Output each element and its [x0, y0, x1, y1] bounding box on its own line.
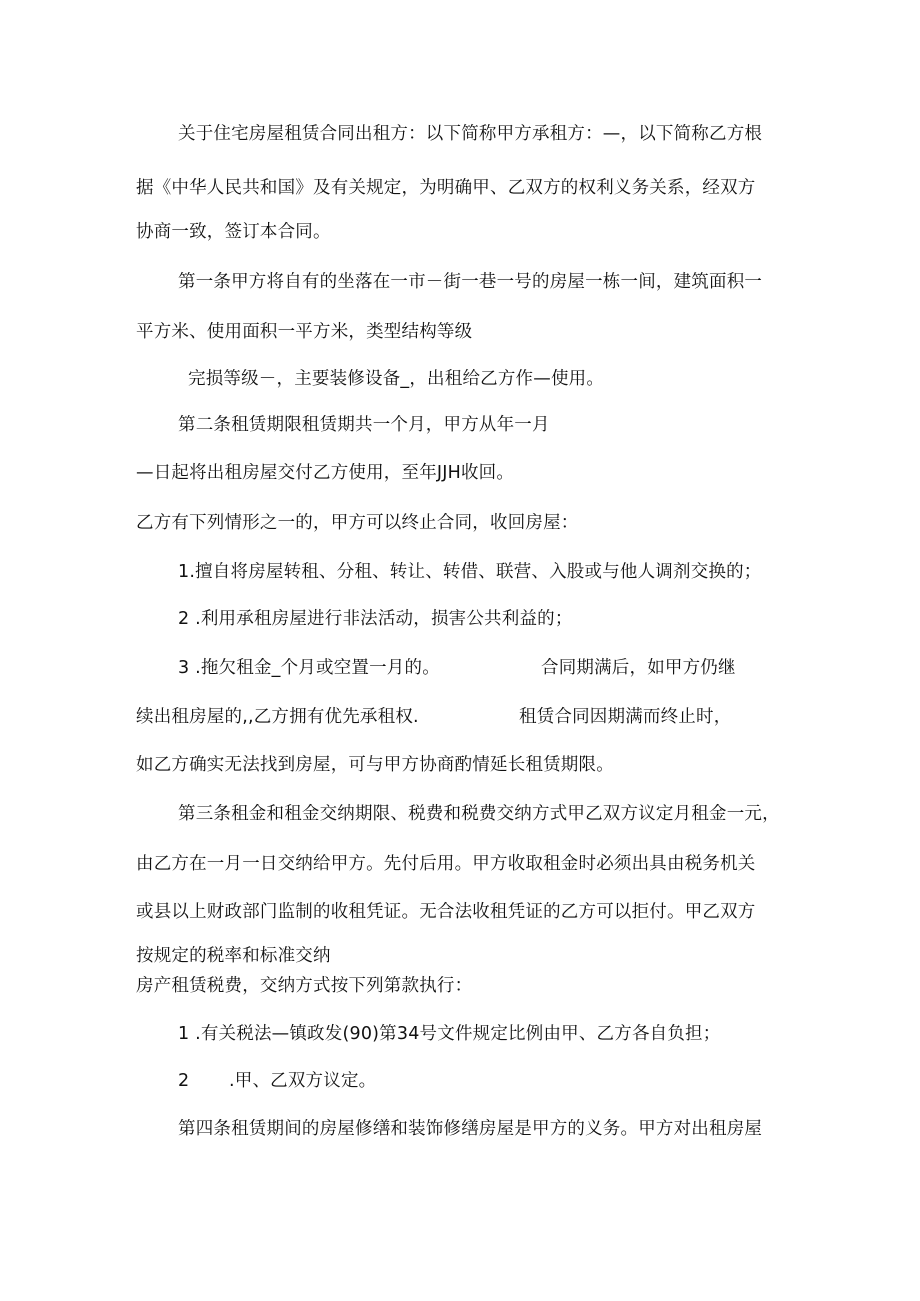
article-3-line-5: 房产租赁税费，交纳方式按下列第款执行：: [136, 976, 473, 996]
list-item-3: 3 .拖欠租金_个月或空置一月的。: [178, 658, 440, 678]
article-3-line-1: 第三条租金和租金交纳期限、税费和税费交纳方式甲乙双方议定月租金一元，: [178, 804, 780, 824]
tax-option-1: 1 .有关税法—镇政发(90)第34号文件规定比例由甲、乙方各自负担；: [178, 1024, 721, 1044]
article-1-line-2: 平方米、使用面积一平方米，类型结构等级: [136, 322, 473, 342]
article-1-line-1: 第一条甲方将自有的坐落在一市－街一巷一号的房屋一栋一间，建筑面积一: [178, 272, 763, 292]
tax-option-2-text: .甲、乙双方议定。: [229, 1071, 377, 1091]
paragraph-intro-line-1: 关于住宅房屋租赁合同出租方：以下简称甲方承租方：—，以下简称乙方根: [178, 124, 763, 144]
paragraph-intro-line-2: 据《中华人民共和国》及有关规定，为明确甲、乙双方的权利义务关系，经双方: [136, 178, 756, 198]
article-3-line-3: 或县以上财政部门监制的收租凭证。无合法收租凭证的乙方可以拒付。甲乙双方: [136, 902, 756, 922]
article-4-line-1: 第四条租赁期间的房屋修缮和装饰修缮房屋是甲方的义务。甲方对出租房屋: [178, 1119, 763, 1139]
renewal-clause-line-2: 续出租房屋的,,乙方拥有优先承租权.: [136, 707, 419, 727]
termination-clause-line-1: 租赁合同因期满而终止时，: [519, 707, 732, 727]
article-3-line-2: 由乙方在一月一日交纳给甲方。先付后用。甲方收取租金时必须出具由税务机关: [136, 854, 756, 874]
article-2-line-1: 第二条租赁期限租赁期共一个月，甲方从年一月: [178, 415, 550, 435]
article-3-line-4: 按规定的税率和标准交纳: [136, 946, 331, 966]
article-1-line-3: 完损等级－，主要装修设备_，出租给乙方作—使用。: [188, 369, 605, 389]
paragraph-intro-line-3: 协商一致，签订本合同。: [136, 222, 331, 242]
list-item-2: 2 .利用承租房屋进行非法活动，损害公共利益的；: [178, 609, 573, 629]
article-2-line-3: 乙方有下列情形之一的，甲方可以终止合同，收回房屋：: [136, 513, 579, 533]
renewal-clause-line-1: 合同期满后，如甲方仍继: [541, 658, 736, 678]
list-item-1: 1.擅自将房屋转租、分租、转让、转借、联营、入股或与他人调剂交换的；: [178, 562, 762, 582]
article-2-line-2: —日起将出租房屋交付乙方使用，至年JJH收回。: [136, 463, 515, 483]
tax-option-2-number: 2: [178, 1071, 190, 1091]
termination-clause-line-2: 如乙方确实无法找到房屋，可与甲方协商酌情延长租赁期限。: [136, 755, 614, 775]
